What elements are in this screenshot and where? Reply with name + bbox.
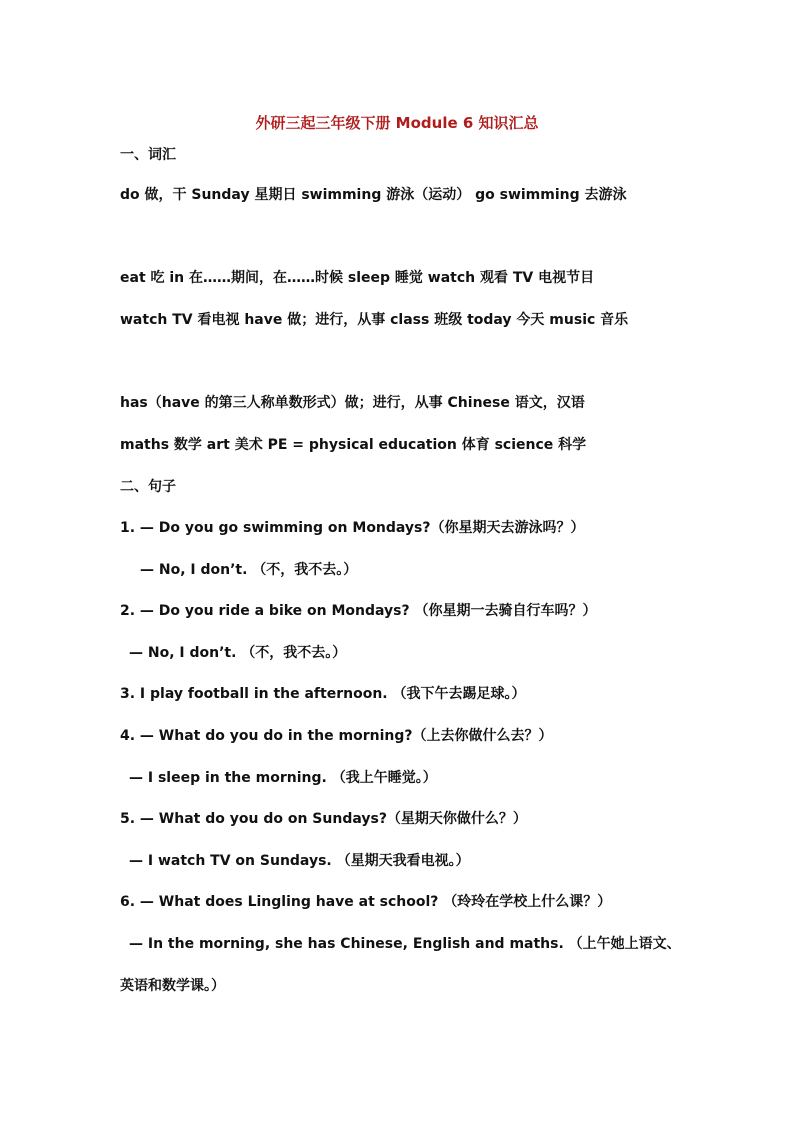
sentence-line: 英语和数学课。）: [120, 978, 225, 994]
vocab-line: do 做，干 Sunday 星期日 swimming 游泳（运动） go swimming 去游泳: [120, 187, 627, 203]
vocab-line: has（have 的第三人称单数形式）做；进行，从事 Chinese 语文，汉语: [120, 395, 585, 411]
document-title: 外研三起三年级下册 Module 6 知识汇总: [255, 114, 539, 132]
sentence-line: 5. — What do you do on Sundays?（星期天你做什么？）: [120, 811, 527, 827]
sentence-line: 4. — What do you do in the morning?（上去你做什么去？）: [120, 728, 553, 744]
section-heading-sentences: 二、句子: [120, 479, 176, 495]
sentence-line: 1. — Do you go swimming on Mondays?（你星期天去游泳吗？）: [120, 520, 585, 536]
sentence-line: 6. — What does Lingling have at school? （玲玲在学校上什么课？）: [120, 894, 612, 910]
sentence-line: — No, I don’t. （不，我不去。）: [129, 645, 347, 661]
vocab-line: eat 吃 in 在……期间，在……时候 sleep 睡觉 watch 观看 TV 电视节目: [120, 270, 595, 286]
vocab-line: maths 数学 art 美术 PE = physical education 体育 science 科学: [120, 437, 587, 453]
sentence-line: — I sleep in the morning. （我上午睡觉。）: [129, 770, 437, 786]
section-heading-vocabulary: 一、词汇: [120, 147, 176, 163]
sentence-line: — I watch TV on Sundays. （星期天我看电视。）: [129, 853, 470, 869]
sentence-line: 2. — Do you ride a bike on Mondays? （你星期一去骑自行车吗？）: [120, 603, 597, 619]
vocab-line: watch TV 看电视 have 做；进行，从事 class 班级 today 今天 music 音乐: [120, 312, 629, 328]
sentence-line: 3. I play football in the afternoon. （我下午去踢足球。）: [120, 686, 526, 702]
sentence-line: — No, I don’t. （不，我不去。）: [140, 562, 358, 578]
sentence-line: — In the morning, she has Chinese, English and maths. （上午她上语文、: [129, 936, 681, 952]
